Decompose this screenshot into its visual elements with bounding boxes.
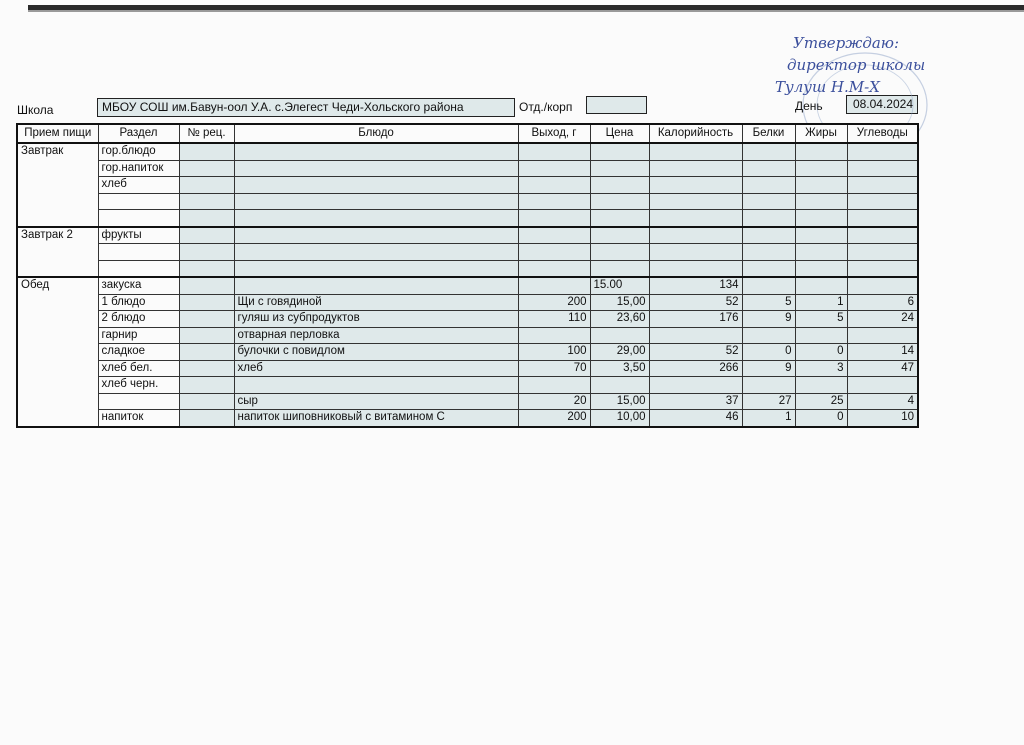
carb-cell — [847, 160, 918, 177]
rec-cell — [179, 260, 234, 277]
dish-cell — [234, 260, 518, 277]
menu-table — [16, 123, 919, 428]
table-row — [17, 244, 918, 261]
prot-cell: 27 — [742, 393, 795, 410]
cal-cell — [649, 260, 742, 277]
price-cell: 15.00 — [590, 277, 649, 294]
cal-cell — [649, 177, 742, 194]
prot-cell: 0 — [742, 344, 795, 361]
yield-cell: 20 — [518, 393, 590, 410]
table-header-row — [17, 124, 918, 143]
price-cell — [590, 177, 649, 194]
meal-name-cell: Завтрак 2 — [17, 227, 98, 278]
cal-cell — [649, 210, 742, 227]
table-row — [17, 177, 918, 194]
column-header: № рец. — [179, 124, 234, 143]
cal-cell — [649, 193, 742, 210]
section-cell: фрукты — [98, 227, 179, 244]
rec-cell — [179, 160, 234, 177]
rec-cell — [179, 311, 234, 328]
rec-cell — [179, 193, 234, 210]
rec-cell — [179, 177, 234, 194]
fat-cell — [795, 260, 847, 277]
date-field: 08.04.2024 — [846, 95, 918, 114]
prot-cell — [742, 143, 795, 160]
cal-cell: 37 — [649, 393, 742, 410]
dish-cell: напиток шиповниковый с витамином С — [234, 410, 518, 427]
cal-cell — [649, 377, 742, 394]
price-cell — [590, 377, 649, 394]
cal-cell — [649, 327, 742, 344]
rec-cell — [179, 360, 234, 377]
yield-cell: 110 — [518, 311, 590, 328]
prot-cell — [742, 177, 795, 194]
rec-cell — [179, 277, 234, 294]
column-header: Углеводы — [847, 124, 918, 143]
yield-cell — [518, 160, 590, 177]
dish-cell — [234, 210, 518, 227]
column-header: Цена — [590, 124, 649, 143]
fat-cell — [795, 210, 847, 227]
cal-cell — [649, 227, 742, 244]
yield-cell — [518, 227, 590, 244]
table-row — [17, 143, 918, 160]
section-cell: гор.напиток — [98, 160, 179, 177]
school-label: Школа — [17, 103, 54, 117]
price-cell: 3,50 — [590, 360, 649, 377]
table-row — [17, 260, 918, 277]
section-cell — [98, 260, 179, 277]
section-cell — [98, 393, 179, 410]
cal-cell — [649, 143, 742, 160]
carb-cell: 4 — [847, 393, 918, 410]
dish-cell: Щи с говядиной — [234, 294, 518, 311]
carb-cell — [847, 327, 918, 344]
rec-cell — [179, 377, 234, 394]
price-cell: 15,00 — [590, 393, 649, 410]
yield-cell — [518, 277, 590, 294]
dish-cell — [234, 277, 518, 294]
dish-cell — [234, 244, 518, 261]
table-row — [17, 277, 918, 294]
yield-cell — [518, 177, 590, 194]
section-cell — [98, 244, 179, 261]
yield-cell — [518, 210, 590, 227]
prot-cell: 9 — [742, 360, 795, 377]
school-name-field: МБОУ СОШ им.Бавун-оол У.А. с.Элегест Чеди-Хольского района — [97, 98, 515, 117]
rec-cell — [179, 327, 234, 344]
column-header: Жиры — [795, 124, 847, 143]
fat-cell: 0 — [795, 344, 847, 361]
price-cell — [590, 227, 649, 244]
prot-cell — [742, 227, 795, 244]
rec-cell — [179, 294, 234, 311]
dish-cell — [234, 377, 518, 394]
prot-cell — [742, 244, 795, 261]
price-cell — [590, 210, 649, 227]
section-cell: гор.блюдо — [98, 143, 179, 160]
prot-cell: 5 — [742, 294, 795, 311]
price-cell: 10,00 — [590, 410, 649, 427]
carb-cell — [847, 227, 918, 244]
table-row — [17, 160, 918, 177]
table-row — [17, 193, 918, 210]
prot-cell: 1 — [742, 410, 795, 427]
yield-cell — [518, 244, 590, 261]
prot-cell — [742, 160, 795, 177]
dish-cell: булочки с повидлом — [234, 344, 518, 361]
cal-cell — [649, 244, 742, 261]
rec-cell — [179, 210, 234, 227]
carb-cell: 47 — [847, 360, 918, 377]
section-cell: хлеб — [98, 177, 179, 194]
table-row — [17, 393, 918, 410]
dish-cell: отварная перловка — [234, 327, 518, 344]
fat-cell — [795, 244, 847, 261]
section-cell: 2 блюдо — [98, 311, 179, 328]
carb-cell — [847, 177, 918, 194]
price-cell — [590, 143, 649, 160]
table-row — [17, 294, 918, 311]
column-header: Прием пищи — [17, 124, 98, 143]
cal-cell: 134 — [649, 277, 742, 294]
rec-cell — [179, 244, 234, 261]
yield-cell: 100 — [518, 344, 590, 361]
table-row — [17, 227, 918, 244]
price-cell — [590, 244, 649, 261]
section-cell: гарнир — [98, 327, 179, 344]
dish-cell: хлеб — [234, 360, 518, 377]
price-cell: 15,00 — [590, 294, 649, 311]
fat-cell — [795, 177, 847, 194]
fat-cell: 25 — [795, 393, 847, 410]
fat-cell: 3 — [795, 360, 847, 377]
table-row — [17, 311, 918, 328]
carb-cell — [847, 377, 918, 394]
fat-cell — [795, 327, 847, 344]
prot-cell — [742, 277, 795, 294]
carb-cell: 6 — [847, 294, 918, 311]
prot-cell — [742, 210, 795, 227]
yield-cell — [518, 260, 590, 277]
carb-cell — [847, 193, 918, 210]
carb-cell: 24 — [847, 311, 918, 328]
cal-cell: 266 — [649, 360, 742, 377]
signature-line-1: Утверждаю: — [793, 34, 900, 52]
carb-cell — [847, 277, 918, 294]
prot-cell — [742, 377, 795, 394]
fat-cell — [795, 160, 847, 177]
column-header: Раздел — [98, 124, 179, 143]
section-cell: напиток — [98, 410, 179, 427]
carb-cell — [847, 143, 918, 160]
carb-cell — [847, 244, 918, 261]
cal-cell: 52 — [649, 344, 742, 361]
rec-cell — [179, 227, 234, 244]
section-cell: закуска — [98, 277, 179, 294]
prot-cell — [742, 193, 795, 210]
section-cell: хлеб черн. — [98, 377, 179, 394]
price-cell: 23,60 — [590, 311, 649, 328]
carb-cell — [847, 260, 918, 277]
table-row — [17, 344, 918, 361]
yield-cell — [518, 377, 590, 394]
dish-cell — [234, 227, 518, 244]
section-cell — [98, 193, 179, 210]
dept-field — [586, 96, 647, 114]
cal-cell: 176 — [649, 311, 742, 328]
rec-cell — [179, 344, 234, 361]
section-cell: хлеб бел. — [98, 360, 179, 377]
dish-cell — [234, 177, 518, 194]
cal-cell: 46 — [649, 410, 742, 427]
section-cell: сладкое — [98, 344, 179, 361]
carb-cell: 14 — [847, 344, 918, 361]
signature-line-2: директор школы — [787, 56, 926, 74]
dish-cell — [234, 143, 518, 160]
prot-cell: 9 — [742, 311, 795, 328]
fat-cell: 5 — [795, 311, 847, 328]
meal-name-cell: Обед — [17, 277, 98, 427]
dept-label: Отд./корп — [519, 100, 573, 114]
prot-cell — [742, 327, 795, 344]
column-header: Выход, г — [518, 124, 590, 143]
rec-cell — [179, 410, 234, 427]
section-cell — [98, 210, 179, 227]
fat-cell — [795, 227, 847, 244]
dish-cell — [234, 193, 518, 210]
signature-line-3: Тулуш Н.М-Х — [775, 78, 880, 96]
rec-cell — [179, 143, 234, 160]
day-label: День — [795, 99, 823, 113]
price-cell — [590, 260, 649, 277]
table-row — [17, 210, 918, 227]
table-row — [17, 360, 918, 377]
fat-cell — [795, 193, 847, 210]
column-header: Белки — [742, 124, 795, 143]
price-cell — [590, 160, 649, 177]
price-cell — [590, 193, 649, 210]
yield-cell — [518, 193, 590, 210]
price-cell: 29,00 — [590, 344, 649, 361]
carb-cell — [847, 210, 918, 227]
column-header: Блюдо — [234, 124, 518, 143]
section-cell: 1 блюдо — [98, 294, 179, 311]
price-cell — [590, 327, 649, 344]
column-header: Калорийность — [649, 124, 742, 143]
fat-cell: 1 — [795, 294, 847, 311]
fat-cell — [795, 377, 847, 394]
rec-cell — [179, 393, 234, 410]
fat-cell — [795, 143, 847, 160]
cal-cell — [649, 160, 742, 177]
yield-cell — [518, 143, 590, 160]
table-row — [17, 410, 918, 427]
table-row — [17, 327, 918, 344]
cal-cell: 52 — [649, 294, 742, 311]
fat-cell: 0 — [795, 410, 847, 427]
table-row — [17, 377, 918, 394]
yield-cell: 200 — [518, 410, 590, 427]
yield-cell — [518, 327, 590, 344]
scan-top-edge-shadow — [28, 10, 1024, 12]
meal-name-cell: Завтрак — [17, 143, 98, 227]
dish-cell: сыр — [234, 393, 518, 410]
yield-cell: 200 — [518, 294, 590, 311]
dish-cell — [234, 160, 518, 177]
carb-cell: 10 — [847, 410, 918, 427]
fat-cell — [795, 277, 847, 294]
prot-cell — [742, 260, 795, 277]
dish-cell: гуляш из субпродуктов — [234, 311, 518, 328]
yield-cell: 70 — [518, 360, 590, 377]
